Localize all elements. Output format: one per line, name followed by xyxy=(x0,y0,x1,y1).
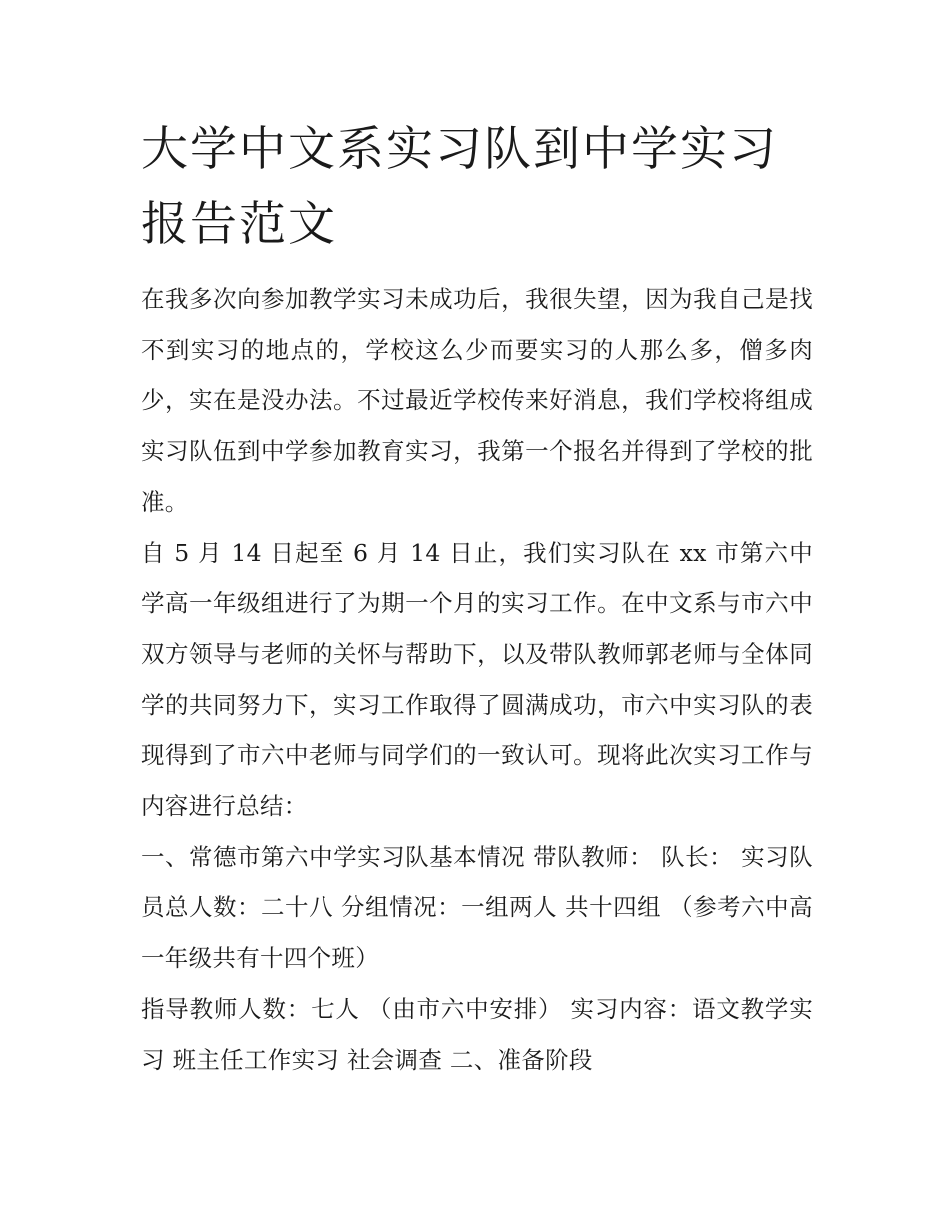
paragraph-instructors: 指导教师人数：七人 （由市六中安排） 实习内容：语文教学实习 班主任工作实习 社会调查 二、准备阶段 xyxy=(141,994,813,1074)
document-body xyxy=(141,112,813,1085)
paragraph-intro: 在我多次向参加教学实习未成功后，我很失望，因为我自己是找不到实习的地点的，学校这么少而要实习的人那么多，僧多肉少，实在是没办法。不过最近学校传来好消息，我们学校将组成实习队伍到中学参加教育实习，我第一个报名并得到了学校的批准。 xyxy=(141,285,813,516)
paragraph-team-info: 一、常德市第六中学实习队基本情况 带队教师： 队长： 实习队员总人数：二十八 分组情况：一组两人 共十四组 （参考六中高一年级共有十四个班） xyxy=(141,842,813,973)
document-title: 大学中文系实习队到中学实习报告范文 xyxy=(141,122,778,252)
paragraph-summary: 自 5 月 14 日起至 6 月 14 日止，我们实习队在 xx 市第六中学高一年级组进行了为期一个月的实习工作。在中文系与市六中双方领导与老师的关怀与帮助下，以及带队教师郭老师与全体同学的共同努力下，实习工作取得了圆满成功，市六中实习队的表现得到了市六中老师与同学们的一致认可。现将此次实习工作与内容进行总结： xyxy=(141,538,813,821)
